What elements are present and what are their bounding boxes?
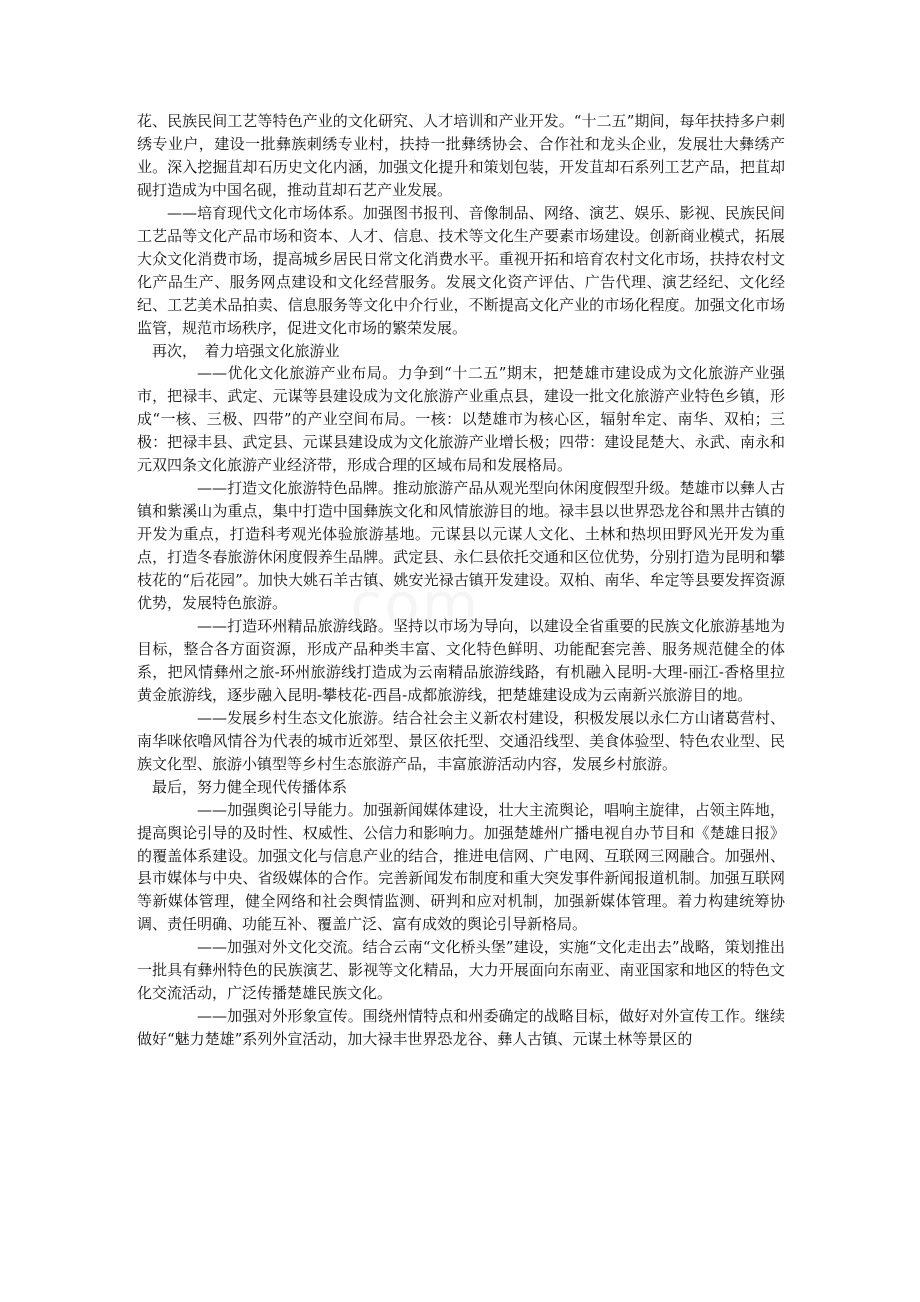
section-heading-communication: 最后，努力健全现代传播体系 bbox=[152, 777, 348, 796]
paragraph-public-opinion: ——加强舆论引导能力。加强新闻媒体建设，壮大主流舆论，唱响主旋律，占领主阵地，提高舆论引导的及时性、权威性、公信力和影响力。加强楚雄州广播电视自办节目和《楚雄日报》的覆盖体系建设。加强文化与信息产业的结合，推进电信网、广电网、互联网三网融合。加强州、县市媒体与中央、省级媒体的合作。完善新闻发布制度和重大突发事件新闻报道机制。加强互联网等新媒体管理，健全网络和社会舆情监测、研判和应对机制，加强新媒体管理。着力构建统筹协调、责任明确、功能互补、覆盖广泛、富有成效的舆论引导新格局。 bbox=[137, 800, 785, 934]
paragraph-silk-embroidery: 花、民族民间工艺等特色产业的文化研究、人才培训和产业开发。“十二五”期间，每年扶持多户刺绣专业户，建设一批彝族刺绣专业村，扶持一批彝绣协会、合作社和龙头企业，发展壮大彝绣产业。深入挖掘苴却石历史文化内涵，加强文化提升和策划包装，开发苴却石系列工艺产品，把苴却砚打造成为中国名砚，推动苴却石艺产业发展。 bbox=[137, 112, 785, 199]
paragraph-rural-tourism: ——发展乡村生态文化旅游。结合社会主义新农村建设，积极发展以永仁方山诸葛营村、南华咪依噜风情谷为代表的城市近郊型、景区依托型、交通沿线型、美食体验型、特色农业型、民族文化型、旅游小镇型等乡村生态旅游产品，丰富旅游活动内容，发展乡村旅游。 bbox=[137, 708, 785, 773]
paragraph-cultural-exchange: ——加强对外文化交流。结合云南“文化桥头堡”建设，实施“文化走出去”战略，策划推出一批具有彝州特色的民族演艺、影视等文化精品，大力开展面向东南亚、南亚国家和地区的特色文化交流活动，广泛传播楚雄民族文化。 bbox=[137, 938, 785, 1003]
paragraph-tourism-routes: ——打造环州精品旅游线路。坚持以市场为导向，以建设全省重要的民族文化旅游基地为目标，整合各方面资源，形成产品种类丰富、文化特色鲜明、功能配套完善、服务规范健全的体系，把风情彝州之旅-环州旅游线打造成为云南精品旅游线路，有机融入昆明-大理-丽江-香格里拉黄金旅游线，逐步融入昆明-攀枝花-西昌-成都旅游线，把楚雄建设成为云南新兴旅游目的地。 bbox=[137, 616, 785, 704]
document-body bbox=[137, 110, 785, 1051]
paragraph-tourism-layout: ——优化文化旅游产业布局。力争到“十二五”期末，把楚雄市建设成为文化旅游产业强市，把禄丰、武定、元谋等县建设成为文化旅游产业重点县，建设一批文化旅游产业特色乡镇，形成“一核、三极、四带”的产业空间布局。一核：以楚雄市为核心区，辐射牟定、南华、双柏；三极：把禄丰县、武定县、元谋县建设成为文化旅游产业增长极；四带：建设昆楚大、永武、南永和元双四条文化旅游产业经济带，形成合理的区域布局和发展格局。 bbox=[137, 364, 785, 475]
paragraph-image-promotion: ——加强对外形象宣传。围绕州情特点和州委确定的战略目标，做好对外宣传工作。继续做好“魅力楚雄”系列外宣活动，加大禄丰世界恐龙谷、彝人古镇、元谋土林等景区的 bbox=[137, 1007, 785, 1049]
paragraph-cultural-market: ——培育现代文化市场体系。加强图书报刊、音像制品、网络、演艺、娱乐、影视、民族民间工艺品等文化产品市场和资本、人才、信息、技术等文化生产要素市场建设。创新商业模式，拓展大众文化消费市场，提高城乡居民日常文化消费水平。重视开拓和培育农村文化市场，扶持农村文化产品生产、服务网点建设和文化经营服务。发展文化资产评估、广告代理、演艺经纪、文化经纪、工艺美术品拍卖、信息服务等文化中介行业，不断提高文化产业的市场化程度。加强文化市场监管，规范市场秩序，促进文化市场的繁荣发展。 bbox=[137, 203, 785, 337]
section-heading-tourism: 再次， 着力培强文化旅游业 bbox=[152, 341, 340, 360]
watermark: .com bbox=[330, 570, 481, 638]
paragraph-tourism-brand: ——打造文化旅游特色品牌。推动旅游产品从观光型向休闲度假型升级。楚雄市以彝人古镇和紫溪山为重点，集中打造中国彝族文化和风情旅游目的地。禄丰县以世界恐龙谷和黑井古镇的开发为重点，打造科考观光体验旅游基地。元谋县以元谋人文化、土林和热坝田野风光开发为重点，打造冬春旅游休闲度假养生品牌。武定县、永仁县依托交通和区位优势，分别打造为昆明和攀枝花的“后花园”。加快大姚石羊古镇、姚安光禄古镇开发建设。双柏、南华、牟定等县要发挥资源优势，发展特色旅游。 bbox=[137, 479, 785, 613]
